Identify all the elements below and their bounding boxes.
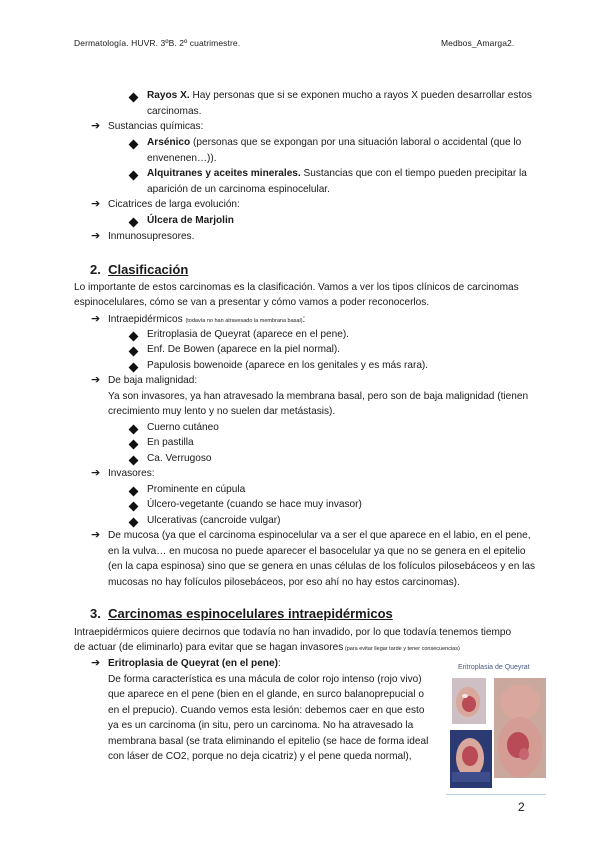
list-item: Inmunosupresores. [108,231,195,242]
paragraph-line: (en la capa espinosa) sino que se genera en unas células de los folículos pilosebáceos y en las [108,561,536,572]
diamond-bullet-icon [129,518,139,528]
section-heading: 2. Clasificación [90,262,189,277]
list-item: Úlcera de Marjolin [147,215,234,226]
figure-caption: Eritroplasia de Queyrat [458,664,530,671]
header-right: Medbos_Amarga2. [441,38,515,48]
list-item: Papulosis bowenoide (aparece en los genitales y es más rara). [147,360,429,371]
arrow-bullet-icon: ➔ [91,313,101,325]
diamond-bullet-icon [129,171,139,181]
list-item: Eritroplasia de Queyrat (en el pene): [108,658,281,669]
list-item: Arsénico (personas que se expongan por una situación laboral o accidental (que lo [147,137,522,148]
paragraph-line: De forma característica es una mácula de color rojo intenso (rojo vivo) [108,674,422,685]
list-item: Intraepidérmicos (todavía no han atravesado la membrana basal): [108,314,306,325]
clinical-photo-illustration [446,662,546,792]
page-number: 2 [518,800,525,814]
diamond-bullet-icon [129,347,139,357]
paragraph-line: Intraepidérmicos quiere decirnos que todavía no han invadido, por lo que todavía tenemos tiempo [74,627,512,638]
diamond-bullet-icon [129,93,139,103]
footer-divider [446,794,546,795]
header-left: Dermatología. HUVR. 3ºB. 2º cuatrimestre. [74,38,241,48]
diamond-bullet-icon [129,425,139,435]
list-item-continuation: carcinomas. [147,106,202,117]
paragraph-line: en el prepucio). Cuando vemos esta lesión: debemos caer en que esto [108,705,425,716]
diamond-bullet-icon [129,140,139,150]
paragraph-line: de actuar (de eliminarlo) para evitar que se hagan invasores (para evitar llegar tarde y tener consecuencias) [74,642,460,653]
diamond-bullet-icon [129,332,139,342]
diamond-bullet-icon [129,218,139,228]
paragraph-line: espinocelulares, cómo se van a presentar y cómo vamos a poder reconocerlos. [74,297,430,308]
list-item: Ulcerativas (cancroide vulgar) [147,515,281,526]
list-item: De baja malignidad: [108,375,198,386]
arrow-bullet-icon: ➔ [91,230,101,242]
list-item: Cicatrices de larga evolución: [108,199,240,210]
paragraph-line: mucosas no hay folículos pilosebáceos, por eso ahí no hay estos carcinomas). [108,577,460,588]
list-item: Prominente en cúpula [147,484,246,495]
paragraph-line: Ya son invasores, ya han atravesado la membrana basal, pero son de baja malignidad (tienen [108,391,529,402]
paragraph-line: en la vulva… en mucosa no puede aparecer el basocelular ya que no se genera en el epitelio [108,546,526,557]
section-heading: 3. Carcinomas espinocelulares intraepidérmicos [90,606,393,621]
list-item: Enf. De Bowen (aparece en la piel normal). [147,344,341,355]
arrow-bullet-icon: ➔ [91,657,101,669]
list-item: Invasores: [108,468,155,479]
arrow-bullet-icon: ➔ [91,120,101,132]
diamond-bullet-icon [129,440,139,450]
paragraph-line: con láser de CO2, porque no deja cicatriz) y el pene queda normal), [108,751,412,762]
list-item: En pastilla [147,437,194,448]
arrow-bullet-icon: ➔ [91,467,101,479]
list-item: Rayos X. Hay personas que si se exponen mucho a rayos X pueden desarrollar estos [147,90,532,101]
list-item: Úlcero-vegetante (cuando se hace muy invasor) [147,499,362,510]
arrow-bullet-icon: ➔ [91,198,101,210]
paragraph-line: crecimiento muy lento y no suelen dar metástasis). [108,406,336,417]
list-item: Eritroplasia de Queyrat (aparece en el pene). [147,329,349,340]
paragraph-line: membrana basal (se trata eliminando el epitelio (se hace de forma ideal [108,736,429,747]
paragraph-line: De mucosa (ya que el carcinoma espinocelular va a ser el que aparece en el labio, en el pene, [108,530,531,541]
list-item: Cuerno cutáneo [147,422,219,433]
list-item-continuation: envenenen…)). [147,153,217,164]
diamond-bullet-icon [129,487,139,497]
diamond-bullet-icon [129,363,139,373]
paragraph-line: ya es un carcinoma (in situ, pero un carcinoma. No ha atravesado la [108,720,414,731]
diamond-bullet-icon [129,456,139,466]
diamond-bullet-icon [129,502,139,512]
list-item: Alquitranes y aceites minerales. Sustancias que con el tiempo pueden precipitar la [147,168,527,179]
clinical-photo-figure [446,662,546,792]
paragraph-line: Lo importante de estos carcinomas es la clasificación. Vamos a ver los tipos clínicos de carcinomas [74,282,519,293]
list-item: Sustancias químicas: [108,121,204,132]
arrow-bullet-icon: ➔ [91,529,101,541]
arrow-bullet-icon: ➔ [91,374,101,386]
list-item: Ca. Verrugoso [147,453,212,464]
list-item-continuation: aparición de un carcinoma espinocelular. [147,184,330,195]
paragraph-line: que aparece en el pene (bien en el glande, en surco balanoprepucial o [108,689,424,700]
